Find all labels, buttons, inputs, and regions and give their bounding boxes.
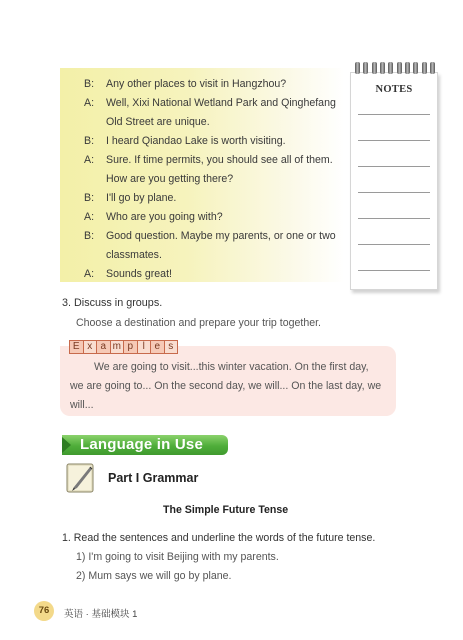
example-text: we are going to... On the second day, we will... On the last day, we: [70, 380, 382, 392]
part-title: Part I Grammar: [108, 471, 199, 485]
book-title: 英语 · 基础模块 1: [64, 609, 138, 620]
notes-line: [358, 166, 430, 167]
notes-line: [358, 192, 430, 193]
section-banner-title: Language in Use: [80, 436, 204, 453]
examples-letter: p: [123, 340, 138, 354]
grammar-topic: The Simple Future Tense: [163, 504, 289, 516]
dialogue-text: Sure. If time permits, you should see all of them.: [106, 154, 333, 166]
notes-line: [358, 114, 430, 115]
dialogue-speaker: A:: [84, 268, 95, 280]
notes-line: [358, 270, 430, 271]
banner-arrow-icon: [62, 437, 71, 453]
activity-title: 3. Discuss in groups.: [62, 297, 163, 309]
examples-letter: a: [96, 340, 111, 354]
notes-title: NOTES: [375, 84, 413, 95]
dialogue-text: Well, Xixi National Wetland Park and Qinghefang: [106, 97, 336, 109]
dialogue-text: Sounds great!: [106, 268, 172, 280]
activity-instruction: Choose a destination and prepare your trip together.: [76, 317, 321, 329]
dialogue-speaker: A:: [84, 97, 95, 109]
notes-pad: [350, 72, 438, 290]
dialogue-speaker: B:: [84, 78, 95, 90]
dialogue-speaker: B:: [84, 230, 95, 242]
example-text: We are going to visit...this winter vacation. On the first day,: [94, 361, 369, 373]
notes-line: [358, 244, 430, 245]
dialogue-text: Old Street are unique.: [106, 116, 210, 128]
dialogue-text: classmates.: [106, 249, 162, 261]
dialogue-speaker: A:: [84, 154, 95, 166]
dialogue-speaker: A:: [84, 211, 95, 223]
dialogue-text: I heard Qiandao Lake is worth visiting.: [106, 135, 286, 147]
examples-letter: e: [150, 340, 165, 354]
dialogue-text: I'll go by plane.: [106, 192, 177, 204]
page-number: 76: [34, 601, 54, 621]
quill-pen-icon: [66, 462, 96, 494]
spiral-binding: [352, 62, 438, 76]
examples-letter: x: [83, 340, 98, 354]
exercise-question: 1. Read the sentences and underline the words of the future tense.: [62, 532, 376, 544]
examples-label: [69, 340, 177, 354]
dialogue-text: Any other places to visit in Hangzhou?: [106, 78, 287, 90]
examples-letter: l: [137, 340, 152, 354]
examples-letter: s: [164, 340, 179, 354]
notes-line: [358, 140, 430, 141]
dialogue-text: Who are you going with?: [106, 211, 223, 223]
examples-letter: E: [69, 340, 84, 354]
dialogue-text: How are you getting there?: [106, 173, 234, 185]
dialogue-speaker: B:: [84, 192, 95, 204]
notes-line: [358, 218, 430, 219]
dialogue-speaker: B:: [84, 135, 95, 147]
exercise-item: 1) I'm going to visit Beijing with my parents.: [76, 551, 279, 563]
dialogue-text: Good question. Maybe my parents, or one or two: [106, 230, 336, 242]
exercise-item: 2) Mum says we will go by plane.: [76, 570, 232, 582]
example-text: will...: [70, 399, 94, 411]
examples-letter: m: [110, 340, 125, 354]
